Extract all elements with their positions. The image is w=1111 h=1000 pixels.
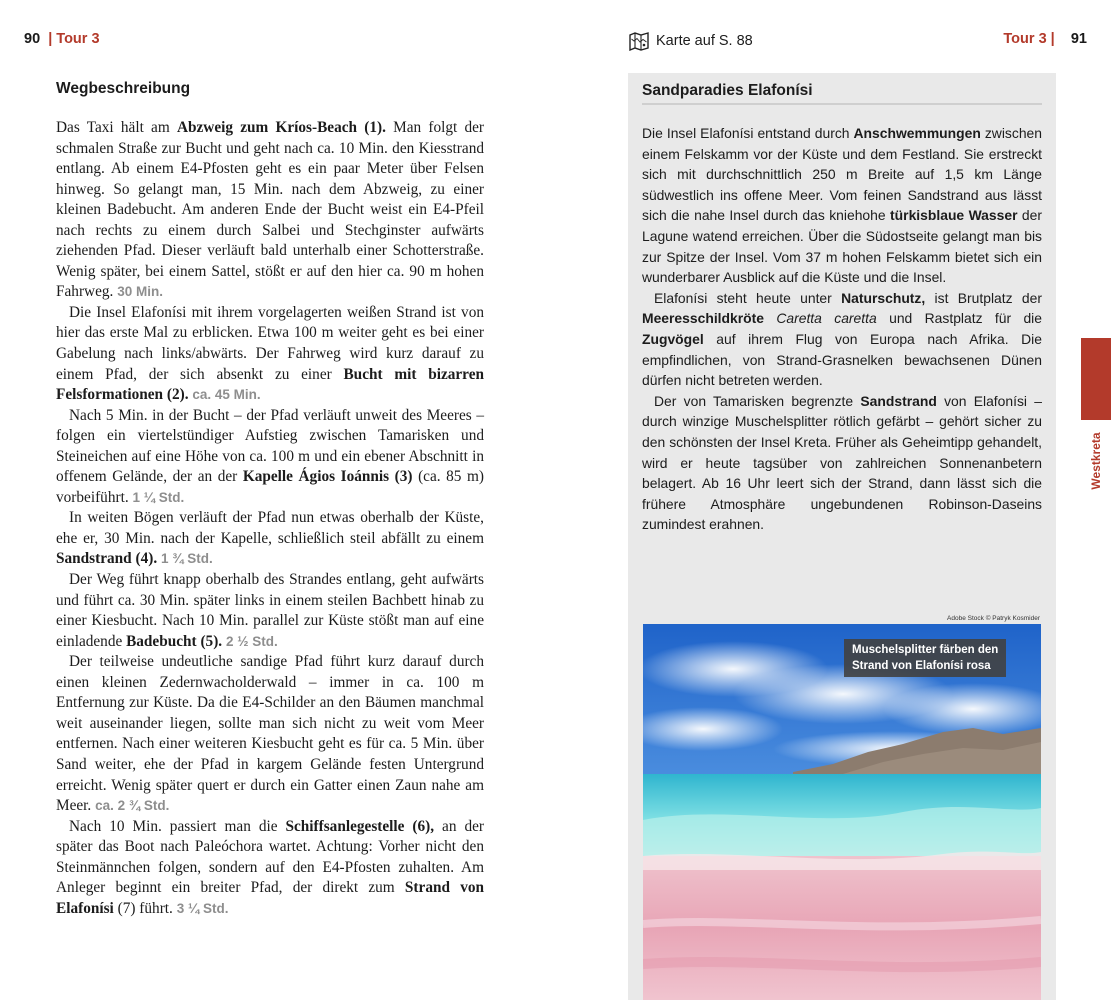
route-paragraph-4: In weiten Bögen verläuft der Pfad nun etwas oberhalb der Küste, ehe er, 30 Min. nach der Kapelle, schließlich steil abfällt zu einem Sandstrand (4). 1 ¾ Std. [56,509,484,568]
time-marker: 3 ¼ Std. [176,900,229,916]
route-title: Wegbeschreibung [56,80,191,97]
photo-credit: Adobe Stock © Patryk Kosmider [947,615,1040,622]
info-paragraph-2: Elafonísi steht heute unter Naturschutz, ist Brutplatz der Meeresschildkröte Caretta caretta und Rastplatz für die Zugvögel auf ihrem Flug von Europa nach Afrika. Die empfindlichen, von Strand-Grasnelken bewachsenen Dünen dürfen nicht betreten werden. [642,289,1042,389]
map-reference [628,31,753,51]
route-paragraph-1: Das Taxi hält am Abzweig zum Kríos-Beach (1). Man folgt der schmalen Straße zur Bucht und geht nach ca. 10 Min. den Kiesstrand entlang. Ab einem E4-Pfosten geht es ein paar Meter über Felsen hinweg. So gelangt man, 15 Min. nach dem Abzweig, zu einer kleinen Badebucht. Am anderen Ende der Bucht weist ein E4-Pfeil nach rechts zu einem durch Salbei und Stechginster aufwärts ziehenden Pfad. Dieser verläuft bald unterhalb einer Schotterstraße. Wenig später, bei einem Sattel, stößt er auf den hier ca. 90 m hohen Fahrweg. 30 Min. [56,119,485,301]
route-paragraph-5: Der Weg führt knapp oberhalb des Strandes entlang, geht aufwärts und führt ca. 30 Min. später links in einem steilen Bachbett hinab zu einer Kiesbucht. Nach 10 Min. parallel zur Küste stößt man auf eine einladende Badebucht (5). 2 ½ Std. [56,571,484,650]
time-marker: 30 Min. [117,284,163,300]
right-page-header [1003,31,1087,47]
left-page-header [24,31,100,47]
time-marker: 1 ¾ Std. [160,551,213,567]
map-icon [628,31,650,51]
info-box-text [642,123,1042,535]
time-marker: ca. 45 Min. [192,387,261,403]
time-marker: 1 ¼ Std. [132,489,185,505]
left-page-number: 90 [24,31,41,47]
info-paragraph-1: Die Insel Elafonísi entstand durch Anschwemmungen zwischen einem Felskamm vor der Küste und dem Festland. Sie erstreckt sich mit durchschnittlich 250 m Breite auf 1,5 km Länge südwestlich ins offene Meer. Vom feinen Sandstrand aus lässt sich die nahe Insel durch das kniehohe türkisblaue Wasser der Lagune watend erreichen. Über die Südostseite gelangt man bis zur Spitze der Insel. Vom 37 m hohen Felskamm bietet sich ein wunderbarer Ausblick auf die Küste und die Insel. [642,125,1043,286]
map-reference-text: Karte auf S. 88 [656,33,753,49]
side-tab-marker [1081,338,1111,420]
route-paragraph-2: Die Insel Elafonísi mit ihrem vorgelagerten weißen Strand ist von hier das erste Mal zu erblicken. Etwa 100 m weiter geht es bei einer Gabelung nach links/abwärts. Der Fahrweg wird kurz darauf zu einem Pfad, der sich absenkt zu einer Bucht mit bizarren Felsformationen (2). ca. 45 Min. [56,303,484,404]
right-page-number: 91 [1070,31,1087,47]
route-paragraph-6: Der teilweise undeutliche sandige Pfad führt kurz darauf durch einen kleinen Zedernwacholderwald – immer in ca. 100 m Entfernung zur Küste. Da die E4-Schilder an den Bäumen manchmal weit auseinander liegen, sollte man sich nicht zu weit vom Meer entfernen. Nach einer weiteren Kiesbucht geht es für ca. 5 Min. über Sand weiter, ehe der Pfad in kargem Gelände festen Untergrund erreicht. Wenig später quert er durch ein Gatter einen Zaun nahe am Meer. ca. 2 ¾ Std. [56,653,484,815]
route-description [56,80,484,919]
info-box-title: Sandparadies Elafonísi [642,82,1042,105]
right-tour-label: Tour 3 | [1003,31,1055,47]
side-tab-label: Westkreta [1089,432,1103,490]
time-marker: 2 ½ Std. [225,633,278,649]
info-box [628,73,1056,1000]
time-marker: ca. 2 ¾ Std. [95,798,170,814]
route-paragraph-3: Nach 5 Min. in der Bucht – der Pfad verläuft unweit des Meeres – folgen ein viertelstündiger Aufstieg zwischen Tamarisken und Steineichen auf eine Höhe von ca. 100 m und ein ebener Abschnitt in offenem Gelände, der an der Kapelle Ágios Ioánnis (3) (ca. 85 m) vorbeiführt. 1 ¼ Std. [56,406,484,506]
info-paragraph-3: Der von Tamarisken begrenzte Sandstrand von Elafonísi – durch winzige Muschelsplitter rötlich gefärbt – gehört sicher zu den schönsten der Insel Kreta. Früher als Geheimtipp gehandelt, wird er heute tagsüber von zahlreichen Sonnenanbetern belagert. Ab 16 Uhr leert sich der Strand, dann lässt sich die frühere Atmosphäre ungebundenen Robinson-Daseins zumindest erahnen. [642,392,1043,533]
photo-caption: Muschelsplitter färben den Strand von Elafonísi rosa [844,639,1006,677]
route-paragraph-7: Nach 10 Min. passiert man die Schiffsanlegestelle (6), an der später das Boot nach Paleóchora wartet. Achtung: Vorher nicht den Steinmännchen folgen, sondern auf den E4-Pfosten zuhalten. Am Anleger beginnt ein breiter Pfad, der direkt zum Strand von Elafonísi (7) führt. 3 ¼ Std. [56,817,484,917]
left-tour-label: | Tour 3 [48,31,100,47]
beach-photo [643,624,1041,1000]
